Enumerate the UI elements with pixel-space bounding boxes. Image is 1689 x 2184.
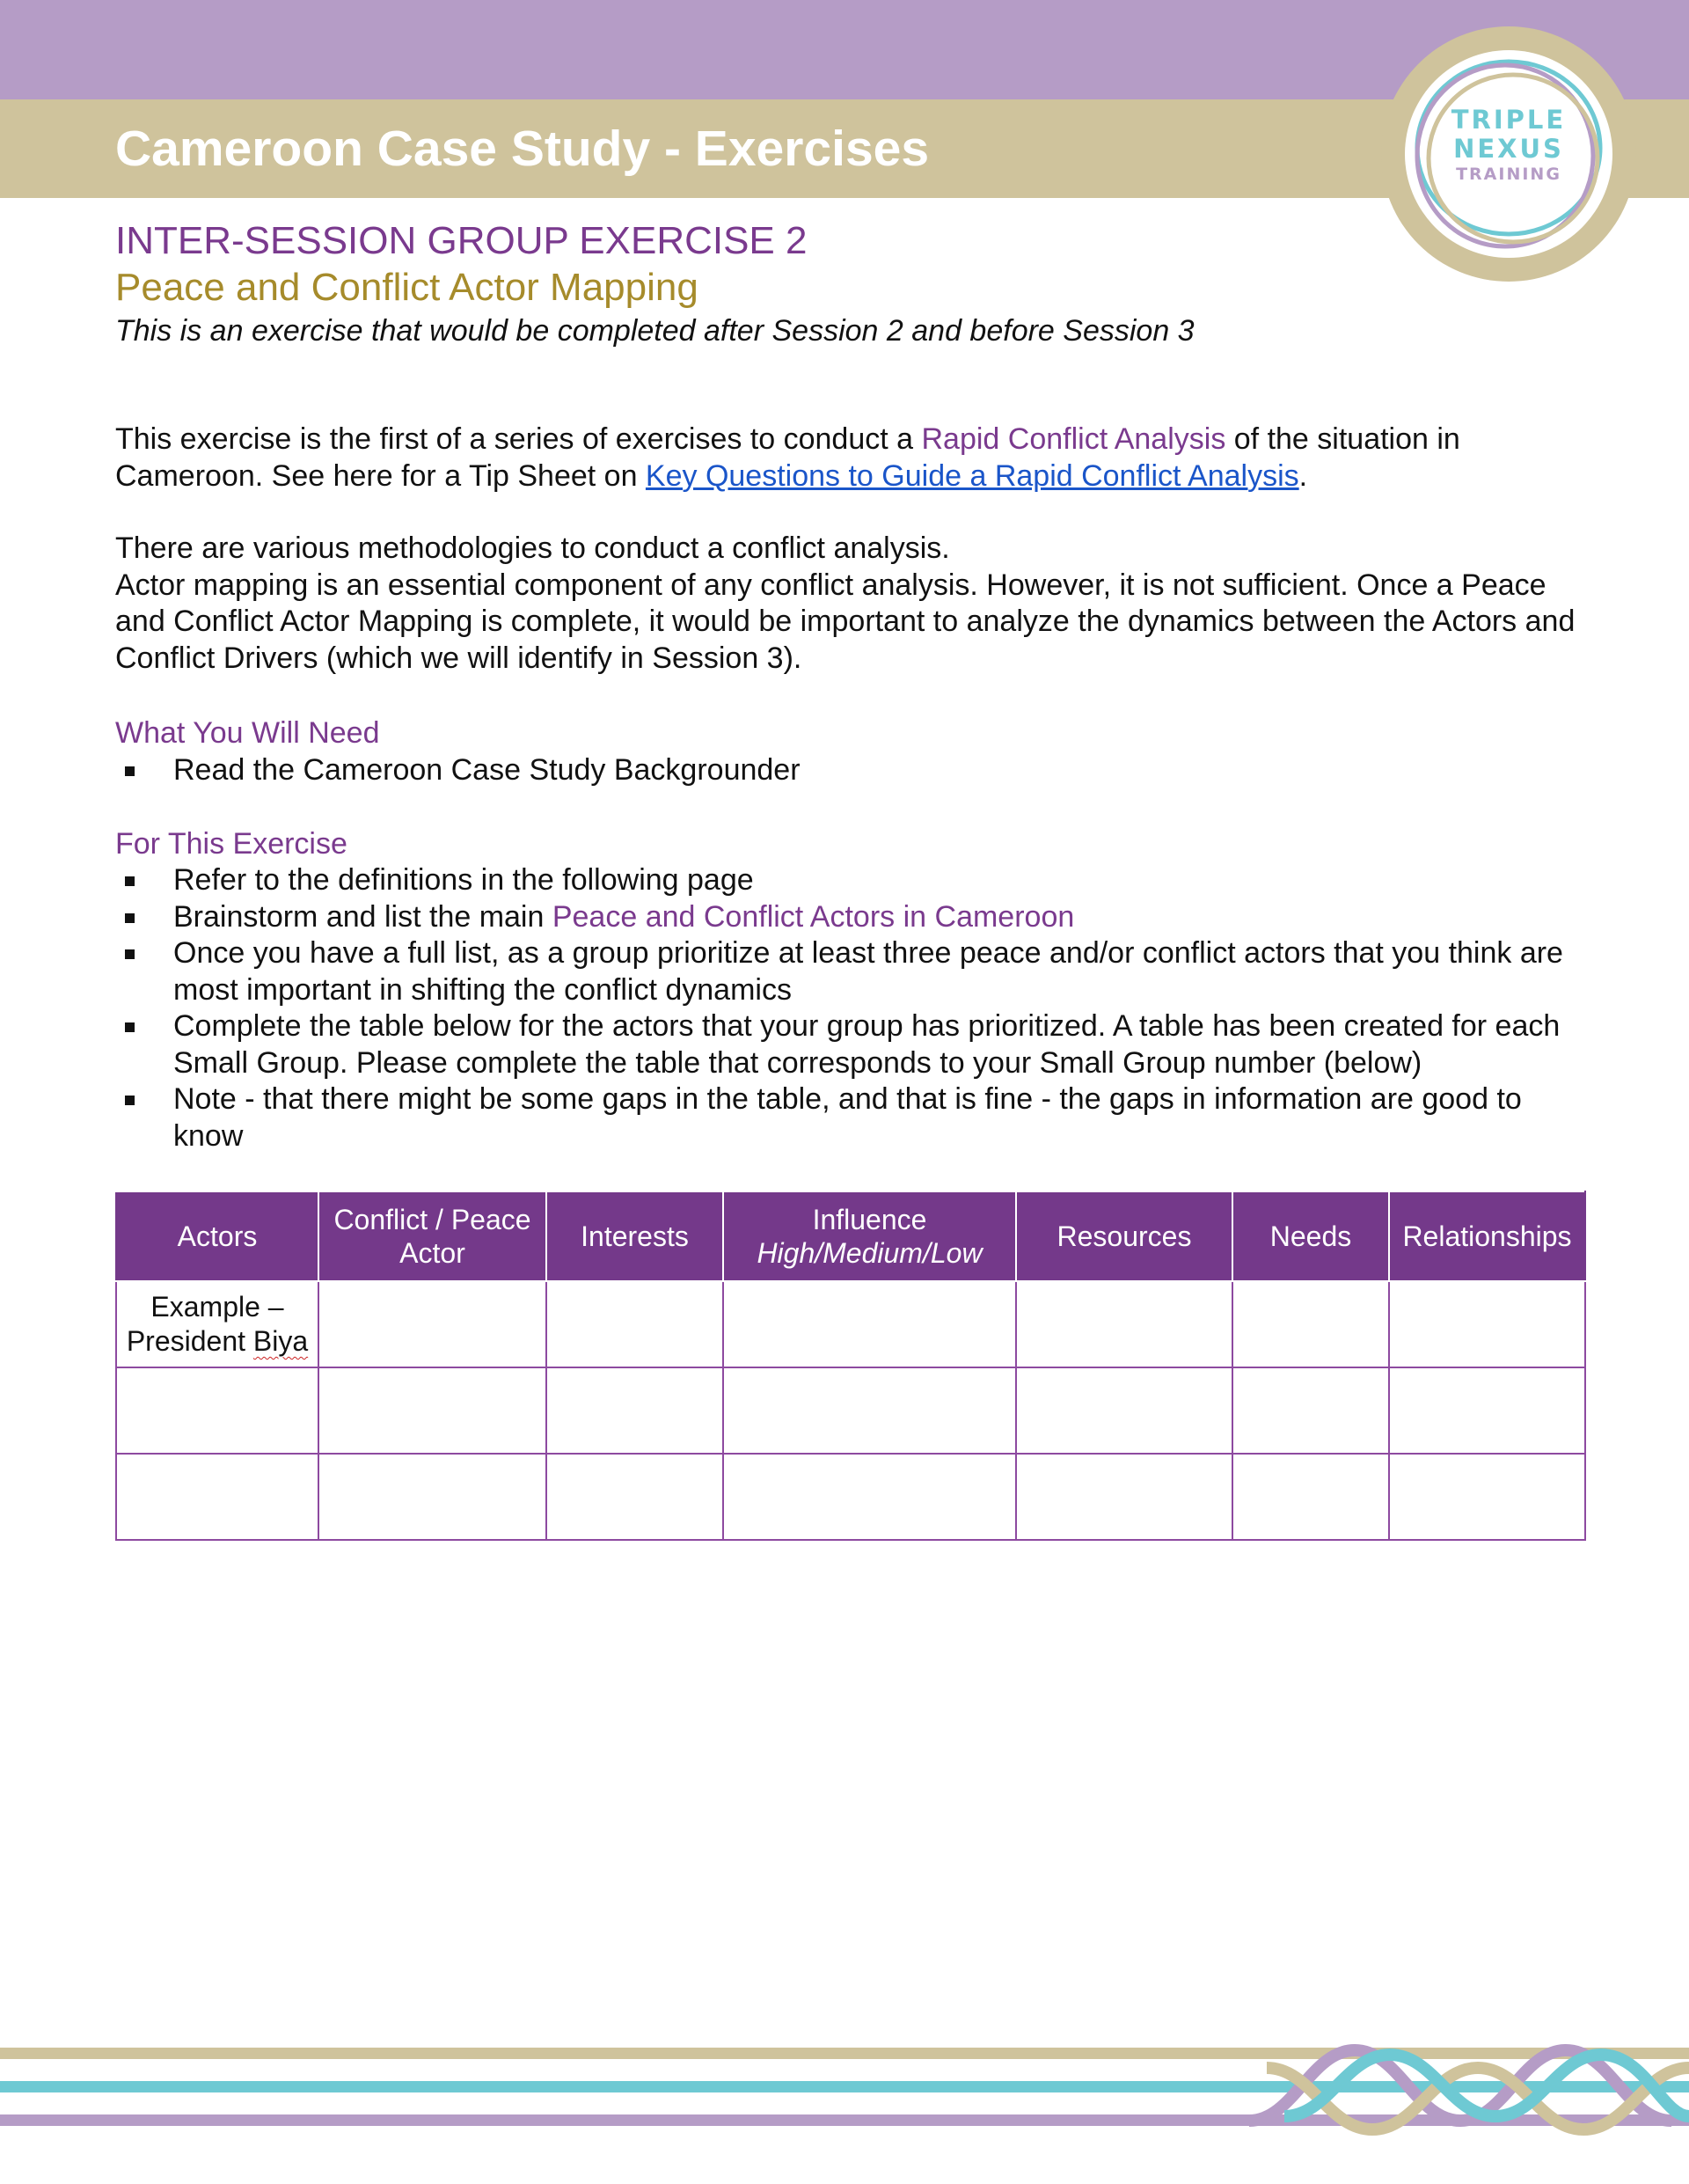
- header-resources: Resources: [1016, 1191, 1232, 1281]
- table-row: [116, 1454, 1585, 1540]
- list-item-text: Note - that there might be some gaps in the table, and that is fine - the gaps in information are good to know: [173, 1082, 1522, 1153]
- header-influence: [723, 1191, 1016, 1281]
- intro-text-1: This exercise is the first of a series of exercises to conduct a: [115, 422, 922, 456]
- bullet-square-icon: [125, 949, 135, 959]
- table-cell[interactable]: [1016, 1454, 1232, 1540]
- for-this-exercise-heading: For This Exercise: [115, 827, 347, 861]
- triple-nexus-logo: [1381, 26, 1636, 282]
- table-cell[interactable]: [546, 1454, 723, 1540]
- table-cell[interactable]: [1016, 1281, 1232, 1367]
- logo-word-2: NEXUS: [1453, 134, 1564, 164]
- rapid-conflict-analysis-term: Rapid Conflict Analysis: [921, 422, 1226, 456]
- tip-sheet-link[interactable]: Key Questions to Guide a Rapid Conflict Analysis: [645, 458, 1299, 493]
- table-cell[interactable]: [1232, 1367, 1389, 1454]
- methodology-line-2: Actor mapping is an essential component of any conflict analysis. However, it is not sufficient. Once a Peace and Conflict Actor Mapping is complete, it would be important to analyze the dynamics between the Actors and Conflict Drivers (which we will identify in Session 3).: [115, 568, 1576, 675]
- list-item: [115, 752, 1593, 789]
- methodology-line-1: There are various methodologies to conduct a conflict analysis.: [115, 531, 950, 565]
- table-cell[interactable]: [318, 1281, 546, 1367]
- intro-text-2: of the situation in Cameroon. See here for a Tip Sheet on: [115, 422, 1460, 493]
- table-cell[interactable]: [1232, 1454, 1389, 1540]
- table-cell[interactable]: [546, 1281, 723, 1367]
- list-item: [115, 862, 1593, 899]
- header-relationships: Relationships: [1389, 1191, 1585, 1281]
- table-cell[interactable]: [546, 1367, 723, 1454]
- document-title: Cameroon Case Study - Exercises: [115, 121, 930, 177]
- logo-word-3: TRAINING: [1456, 165, 1561, 184]
- bullet-square-icon: [125, 1022, 135, 1032]
- influence-scale: High/Medium/Low: [757, 1237, 983, 1269]
- table-cell[interactable]: [1389, 1281, 1585, 1367]
- table-cell[interactable]: [723, 1281, 1016, 1367]
- list-item: [115, 899, 1593, 936]
- bullet-square-icon: [125, 1096, 135, 1105]
- table-cell[interactable]: [116, 1454, 318, 1540]
- actor-mapping-table: [115, 1191, 1586, 1541]
- example-title: President: [126, 1325, 253, 1357]
- list-item: [115, 935, 1593, 1008]
- header-actors: Actors: [116, 1191, 318, 1281]
- table-cell[interactable]: [723, 1367, 1016, 1454]
- table-cell[interactable]: [318, 1454, 546, 1540]
- table-cell[interactable]: [318, 1367, 546, 1454]
- table-row: [116, 1367, 1585, 1454]
- table-row: [116, 1281, 1585, 1367]
- list-item: [115, 1081, 1593, 1154]
- exercise-heading: INTER-SESSION GROUP EXERCISE 2: [115, 219, 808, 262]
- what-you-need-heading: What You Will Need: [115, 716, 380, 750]
- footer-braid-decoration: [0, 2033, 1689, 2165]
- table-cell[interactable]: [1232, 1281, 1389, 1367]
- what-you-need-list: [115, 752, 1593, 789]
- logo-word-1: TRIPLE: [1451, 105, 1567, 135]
- table-cell[interactable]: [723, 1454, 1016, 1540]
- list-item: [115, 1008, 1593, 1081]
- list-item-text: Brainstorm and list the main: [173, 899, 552, 934]
- header-conflict-peace-actor: Conflict / Peace Actor: [318, 1191, 546, 1281]
- intro-text-3: .: [1298, 458, 1308, 493]
- intro-paragraph: [115, 421, 1593, 495]
- peace-conflict-actors-term: Peace and Conflict Actors in Cameroon: [552, 899, 1075, 934]
- example-actor-name: [122, 1324, 312, 1359]
- example-label: Example –: [150, 1291, 284, 1323]
- bullet-square-icon: [125, 766, 135, 776]
- table-header-row: [116, 1191, 1585, 1281]
- footer-gold-stripe: [0, 2048, 1689, 2059]
- influence-label: Influence: [812, 1204, 927, 1235]
- table-cell[interactable]: [116, 1367, 318, 1454]
- bullet-square-icon: [125, 876, 135, 886]
- list-item-text: Complete the table below for the actors that your group has prioritized. A table has been created for each Small Group. Please complete the table that corresponds to your Small Group number (below): [173, 1009, 1561, 1080]
- exercise-timing-note: This is an exercise that would be completed after Session 2 and before Session 3: [115, 314, 1195, 348]
- list-item-text: Read the Cameroon Case Study Backgrounder: [173, 753, 801, 787]
- exercise-steps-list: [115, 862, 1593, 1154]
- table-cell[interactable]: [1016, 1367, 1232, 1454]
- bullet-square-icon: [125, 913, 135, 923]
- table-cell[interactable]: [1389, 1454, 1585, 1540]
- list-item-text: Refer to the definitions in the following page: [173, 863, 754, 897]
- list-item-text: Once you have a full list, as a group prioritize at least three peace and/or conflict actors that you think are most important in shifting the conflict dynamics: [173, 936, 1563, 1007]
- example-surname: Biya: [252, 1325, 309, 1357]
- example-actor-cell: [116, 1281, 318, 1367]
- header-needs: Needs: [1232, 1191, 1389, 1281]
- exercise-subheading: Peace and Conflict Actor Mapping: [115, 266, 698, 309]
- methodology-paragraph: [115, 531, 1593, 677]
- table-cell[interactable]: [1389, 1367, 1585, 1454]
- header-interests: Interests: [546, 1191, 723, 1281]
